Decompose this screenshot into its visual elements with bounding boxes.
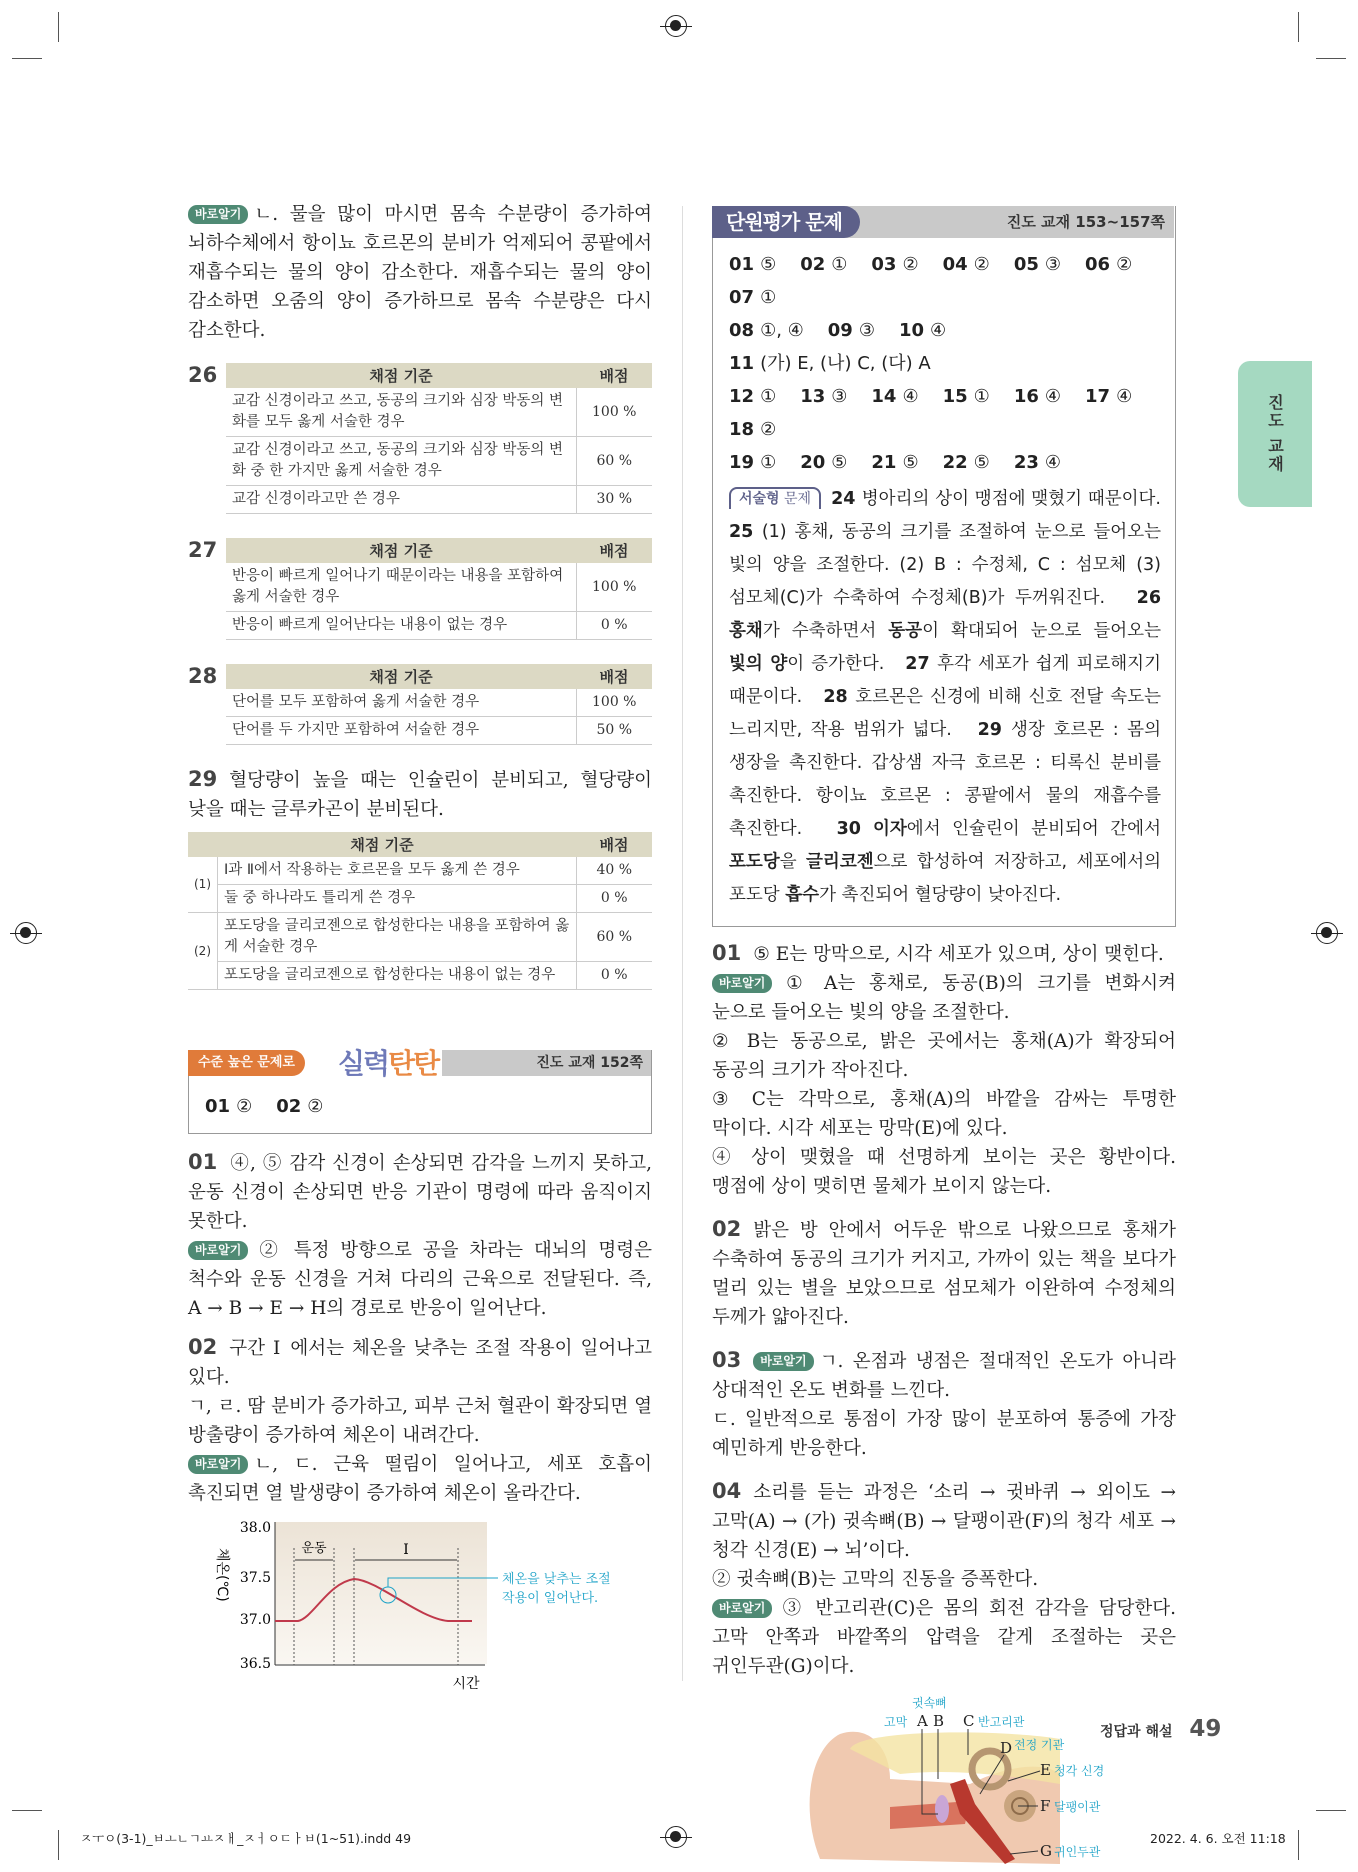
right-column xyxy=(712,206,1176,1869)
essay-tag: 서술형 문제 xyxy=(729,487,821,509)
label-c: C xyxy=(963,1712,975,1730)
essay-segment: 동공 xyxy=(888,621,923,641)
textbook-reference: 진도 교재 152쪽 xyxy=(409,1050,651,1076)
body-temperature-graph xyxy=(208,1518,648,1693)
answer-item: 02 ① xyxy=(800,254,848,275)
correction-badge: 바로알기 xyxy=(712,1599,772,1618)
column-divider xyxy=(682,206,683,1681)
answer-item: 16 ④ xyxy=(1013,386,1062,407)
y-tick-label: 37.5 xyxy=(239,1570,271,1586)
textbook-reference: 진도 교재 153~157쪽 xyxy=(1006,213,1165,231)
essay-segment: 글리코젠 xyxy=(806,852,874,872)
table-header: 배점 xyxy=(576,664,652,689)
label-g: G xyxy=(1040,1842,1052,1860)
y-axis-label: 체온(℃) xyxy=(214,1548,230,1602)
table-row: (1) Ⅰ과 Ⅱ에서 작용하는 호르몬을 모두 옳게 쓴 경우 40 % xyxy=(188,857,652,885)
answer-item: 22 ⑤ xyxy=(942,452,990,473)
answer-item: 14 ④ xyxy=(871,386,919,407)
q29-explanation xyxy=(188,765,652,824)
scoring-table-26 xyxy=(188,363,652,514)
r01-explanation: 01 ⑤ E는 망막으로, 시각 세포가 있으며, 상이 맺힌다. 바로알기 ① A는 홍채로, 동공(B)의 크기를 변화시켜 눈으로 들어오는 빛의 양을 조절한다. ② B는 동공으로, 밝은 곳에서는 홍채(A)가 확장되어 동공의 크기가 작아진다. ③ C는 각막으로, 홍채(A)의 바깥을 감싸는 투명한 막이다. 시각 세포는 망막(E)에 있다. ④ 상이 맺혔을 때 선명하게 보이는 곳은 황반이다. 맹점에 상이 맺히면 물체가 보이지 않는다. xyxy=(712,941,1176,1197)
correction-badge: 바로알기 xyxy=(712,974,772,993)
question-number: 02 xyxy=(188,1335,218,1359)
essay-segment: 을 xyxy=(779,852,807,872)
y-tick-label: 36.5 xyxy=(239,1656,271,1672)
answer-item: 07 ① xyxy=(729,287,777,308)
table-row: 단어를 모두 포함하여 옳게 서술한 경우 100 % xyxy=(226,689,652,717)
essay-segment: 에서 인슐린이 분비되어 간에서 xyxy=(906,819,1167,839)
answer-item: 03 ② xyxy=(871,254,919,275)
y-tick-label: 38.0 xyxy=(239,1520,271,1536)
answer-item: 09 ③ xyxy=(827,320,875,341)
answer-item: 01 ⑤ xyxy=(729,254,777,275)
scoring-table-29 xyxy=(188,832,652,990)
y-tick-label: 37.0 xyxy=(239,1612,271,1628)
question-number: 27 xyxy=(188,538,218,562)
table-header: 채점 기준 xyxy=(226,664,576,689)
essay-segment: 29 xyxy=(977,720,1012,740)
answer-item: 20 ⑤ xyxy=(800,452,848,473)
essay-segment: 24 xyxy=(831,489,862,509)
answer-item: 23 ④ xyxy=(1013,452,1062,473)
answer-item: 17 ④ xyxy=(1085,386,1133,407)
essay-segment: 가 수축하면서 xyxy=(762,621,889,641)
s02-explanation: 02 구간 Ⅰ 에서는 체온을 낮추는 조절 작용이 일어나고 있다. ㄱ, ㄹ. 땀 분비가 증가하고, 피부 근처 혈관이 확장되면 열 방출량이 증가하여 체온이 내려간다. 바로알기 ㄴ, ㄷ. 근육 떨림이 일어나고, 세포 호흡이 촉진되면 열 발생량이 증가하여 체온이 올라간다. xyxy=(188,1335,652,1504)
table-row: 교감 신경이라고 쓰고, 동공의 크기와 심장 박동의 변화를 모두 옳게 서술한 경우 100 % xyxy=(226,388,652,437)
label-a: A xyxy=(917,1712,928,1730)
question-number: 04 xyxy=(712,1479,742,1503)
callout-text: 체온을 낮추는 조절 xyxy=(502,1572,611,1587)
answer-item: 06 ② xyxy=(1085,254,1133,275)
essay-segment: 27 xyxy=(905,654,938,674)
slug-filename: ㅈㅜㅇ(3-1)_ㅂㅗㄴㄱㅛㅈㅐ_ㅈㅓㅇㄷㅏㅂ(1~51).indd 49 xyxy=(80,1831,412,1846)
table-header: 채점 기준 xyxy=(226,363,576,388)
answer-list xyxy=(729,248,1163,479)
essay-segment: 빛의 양 xyxy=(729,654,788,674)
crop-mark xyxy=(1298,12,1299,42)
section-title: 단원평가 문제 xyxy=(712,206,860,238)
essay-segment: 30 이자 xyxy=(836,819,907,839)
label-f: F xyxy=(1040,1797,1051,1815)
crop-mark xyxy=(12,1810,42,1811)
registration-mark-icon xyxy=(665,1826,687,1848)
essay-segment: 이 증가한다. xyxy=(787,654,906,674)
eardrum-shape xyxy=(935,1795,949,1823)
table-row: 교감 신경이라고만 쓴 경우 30 % xyxy=(226,486,652,514)
interval-label: Ⅰ xyxy=(403,1542,409,1558)
slug-date: 2022. 4. 6. 오전 11:18 xyxy=(1150,1831,1286,1846)
label-b: B xyxy=(933,1712,945,1730)
crop-mark xyxy=(1316,1810,1346,1811)
label-eustachian-tube: 귀인두관 xyxy=(1054,1845,1101,1859)
unit-test-answer-box xyxy=(712,206,1176,927)
essay-segment: 흡수 xyxy=(785,885,820,905)
crop-mark xyxy=(12,58,42,59)
label-d: D xyxy=(1000,1739,1013,1757)
table-header: 배점 xyxy=(576,363,652,388)
answer-item: 10 ④ xyxy=(898,320,947,341)
label-e: E xyxy=(1040,1761,1051,1779)
correction-badge: 바로알기 xyxy=(753,1352,813,1371)
registration-mark-icon xyxy=(1316,922,1338,944)
essay-answers xyxy=(729,483,1178,912)
crop-mark xyxy=(58,12,59,42)
label-semicircular-canals: 반고리관 xyxy=(978,1715,1025,1729)
essay-segment: 25 xyxy=(729,522,762,542)
label-ossicles: 귓속뼈 xyxy=(912,1696,947,1710)
essay-segment: 호르몬은 신경에 비해 신호 전달 속도는 느리지만, 작용 범위가 넓다. xyxy=(729,687,1167,740)
essay-segment: 28 xyxy=(823,687,856,707)
footer-section: 정답과 해설 xyxy=(1100,1724,1173,1740)
silryeok-answer-box xyxy=(188,1047,652,1134)
correction-badge: 바로알기 xyxy=(188,1455,248,1474)
question-number: 02 xyxy=(712,1217,742,1241)
question-number: 01 xyxy=(188,1150,218,1174)
section-title: 실력탄탄 xyxy=(334,1042,442,1082)
answer-item: 08 ①, ④ xyxy=(729,320,804,341)
correction-badge: 바로알기 xyxy=(188,205,248,224)
ear-structure-diagram xyxy=(800,1689,1120,1869)
table-row: 반응이 빠르게 일어나기 때문이라는 내용을 포함하여 옳게 서술한 경우 100 % xyxy=(226,563,652,612)
exercise-label: 운동 xyxy=(301,1541,327,1556)
r03-explanation: 03 바로알기 ㄱ. 온점과 냉점은 절대적인 온도가 아니라 상대적인 온도 변화를 느낀다. ㄷ. 일반적으로 통점이 가장 많이 분포하여 통증에 가장 예민하게 반응한다. xyxy=(712,1348,1176,1459)
answer-item: 12 ① xyxy=(729,386,777,407)
label-cochlea: 달팽이관 xyxy=(1054,1800,1101,1814)
crop-mark xyxy=(58,1830,59,1860)
question-number: 28 xyxy=(188,664,218,688)
answer-item: 04 ② xyxy=(942,254,990,275)
crop-mark xyxy=(1298,1830,1299,1860)
essay-segment: 가 촉진되어 혈당량이 낮아진다. xyxy=(819,885,1062,905)
left-column xyxy=(188,200,652,1693)
table-header: 배점 xyxy=(576,538,652,563)
s01-explanation: 01 ④, ⑤ 감각 신경이 손상되면 감각을 느끼지 못하고, 운동 신경이 손상되면 반응 기관이 명령에 따라 움직이지 못한다. 바로알기 ② 특정 방향으로 공을 차라는 대뇌의 명령은 척수와 운동 신경을 거쳐 다리의 근육으로 전달된다. 즉, A → B → E → H의 경로로 반응이 일어난다. xyxy=(188,1150,652,1319)
answer-item: 21 ⑤ xyxy=(871,452,919,473)
scoring-table-27 xyxy=(188,538,652,640)
correction-badge: 바로알기 xyxy=(188,1241,248,1260)
table-row: (2) 포도당을 글리코젠으로 합성한다는 내용을 포함하여 옳게 서술한 경우 60 % xyxy=(188,913,652,962)
essay-segment: 후각 세포가 쉽게 피로해지기 때문이다. xyxy=(729,654,1167,707)
table-header: 배점 xyxy=(576,832,652,857)
answer-list: 01 ② 02 ② xyxy=(205,1096,324,1117)
question-number: 29 xyxy=(188,767,218,791)
label-eardrum: 고막 xyxy=(884,1715,908,1729)
r02-explanation: 02 밝은 방 안에서 어두운 밖으로 나왔으므로 홍채가 수축하여 동공의 크기가 커지고, 가까이 있는 책을 보다가 멀리 있는 별을 보았으므로 섬모체가 이완하여 수정체의 두께가 얇아진다. xyxy=(712,1217,1176,1328)
table-header: 채점 기준 xyxy=(188,832,576,857)
answer-item: 15 ① xyxy=(942,386,990,407)
essay-segment: 포도당 xyxy=(729,852,780,872)
essay-segment: 생장 호르몬 : 몸의 생장을 촉진한다. 갑상샘 자극 호르몬 : 티록신 분비를 촉진한다. 항이뇨 호르몬 : 콩팥에서 물의 재흡수를 촉진한다. xyxy=(729,720,1167,839)
question-number: 26 xyxy=(188,363,218,387)
q25-text: ㄴ. 물을 많이 마시면 몸속 수분량이 증가하여 뇌하수체에서 항이뇨 호르몬의 분비가 억제되어 콩팥에서 재흡수되는 물의 양이 감소한다. 재흡수되는 물의 양이 감소하면 오줌의 양이 증가하므로 몸속 수분량은 다시 감소한다. xyxy=(188,204,652,341)
scoring-table-28 xyxy=(188,664,652,745)
label-vestibule: 전정 기관 xyxy=(1014,1738,1065,1752)
answer-item: 11 (가) E, (나) C, (다) A xyxy=(729,353,931,374)
page-number: 49 xyxy=(1189,1716,1222,1742)
essay-segment: 으로 합성하여 저장하고, 세포에서의 포도당 xyxy=(729,852,1167,905)
essay-segment: 이 확대되어 눈으로 들어오는 xyxy=(922,621,1167,641)
label-auditory-nerve: 청각 신경 xyxy=(1054,1764,1105,1778)
footer-page-info xyxy=(1100,1716,1221,1742)
crop-mark xyxy=(1316,58,1346,59)
table-row: 반응이 빠르게 일어난다는 내용이 없는 경우 0 % xyxy=(226,612,652,640)
registration-mark-icon xyxy=(665,15,687,37)
question-number: 03 xyxy=(712,1348,742,1372)
answer-item: 05 ③ xyxy=(1013,254,1062,275)
section-tag: 수준 높은 문제로 xyxy=(188,1050,305,1076)
answer-item: 19 ① xyxy=(729,452,777,473)
table-header: 채점 기준 xyxy=(226,538,576,563)
question-number: 01 xyxy=(712,941,742,965)
side-tab[interactable]: 진도 교재 xyxy=(1238,361,1312,507)
callout-text: 작용이 일어난다. xyxy=(502,1591,599,1606)
answer-item: 13 ③ xyxy=(800,386,848,407)
q25-explanation xyxy=(188,200,652,345)
table-row: 둘 중 하나라도 틀리게 쓴 경우 0 % xyxy=(188,885,652,913)
answer-item: 18 ② xyxy=(729,419,777,440)
essay-segment: 병아리의 상이 맹점에 맺혔기 때문이다. xyxy=(861,489,1178,509)
table-row: 포도당을 글리코젠으로 합성한다는 내용이 없는 경우 0 % xyxy=(188,962,652,990)
essay-segment: 26 홍채 xyxy=(729,588,1168,641)
table-row: 교감 신경이라고 쓰고, 동공의 크기와 심장 박동의 변화 중 한 가지만 옳게 서술한 경우 60 % xyxy=(226,437,652,486)
q29-text: 혈당량이 높을 때는 인슐린이 분비되고, 혈당량이 낮을 때는 글루카곤이 분비된다. xyxy=(188,770,652,820)
essay-segment: (1) 홍채, 동공의 크기를 조절하여 눈으로 들어오는 빛의 양을 조절한다. (2) B : 수정체, C : 섬모체 (3) 섬모체(C)가 수축하여 수정체(B)가 두꺼워진다. xyxy=(729,522,1167,608)
registration-mark-icon xyxy=(15,922,37,944)
x-axis-label: 시간 xyxy=(452,1676,480,1692)
r04-explanation: 04 소리를 듣는 과정은 ‘소리 → 귓바퀴 → 외이도 → 고막(A) → (가) 귓속뼈(B) → 달팽이관(F)의 청각 세포 → 청각 신경(E) → 뇌’이다. ② 귓속뼈(B)는 고막의 진동을 증폭한다. 바로알기 ③ 반고리관(C)은 몸의 회전 감각을 담당한다. 고막 안쪽과 바깥쪽의 압력을 같게 조절하는 곳은 귀인두관(G)이다. xyxy=(712,1479,1176,1677)
table-row: 단어를 두 가지만 포함하여 서술한 경우 50 % xyxy=(226,717,652,745)
